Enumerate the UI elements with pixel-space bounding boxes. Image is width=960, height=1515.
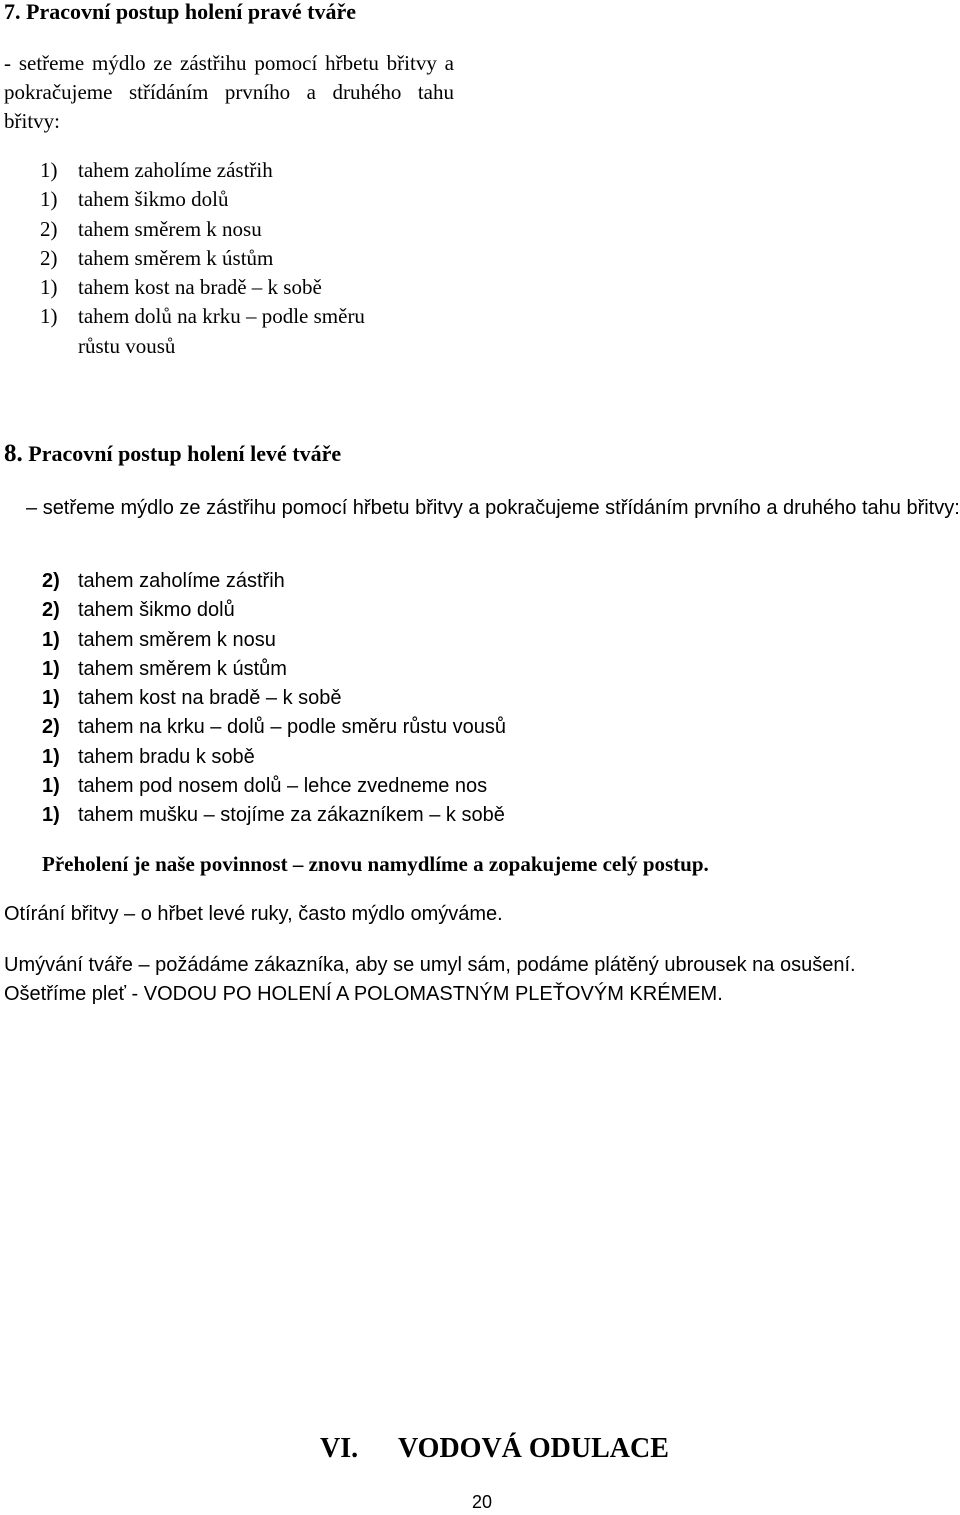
step-text: tahem zaholíme zástřih bbox=[78, 158, 273, 182]
chapter-number: VI. bbox=[320, 1433, 359, 1464]
list-item bbox=[42, 772, 506, 801]
section-7-intro: - setřeme mýdlo ze zástřihu pomocí hřbetu břitvy a pokračujeme střídáním prvního a druhého tahu břitvy: bbox=[4, 51, 454, 133]
step-number: 1) bbox=[40, 275, 58, 300]
intro-dash: – bbox=[26, 497, 38, 519]
section-7-title: 7. Pracovní postup holení pravé tváře bbox=[4, 0, 356, 24]
step-text: tahem zaholíme zástřih bbox=[78, 570, 285, 592]
step-text: tahem bradu k sobě bbox=[78, 745, 255, 768]
step-text: tahem pod nosem dolů – lehce zvedneme nos bbox=[78, 775, 488, 798]
section-8-number: 8. bbox=[4, 440, 23, 467]
step-number: 1) bbox=[40, 187, 58, 212]
paragraph-razor-wiping: Otírání břitvy – o hřbet levé ruky, často mýdlo omýváme. bbox=[4, 903, 503, 925]
list-item bbox=[42, 596, 506, 625]
list-item bbox=[42, 684, 506, 713]
chapter-title: VODOVÁ ODULACE bbox=[398, 1433, 669, 1464]
step-number: 2) bbox=[42, 716, 60, 739]
list-item bbox=[42, 567, 506, 596]
list-item bbox=[40, 156, 365, 185]
chapter-heading bbox=[320, 1435, 669, 1463]
paragraph-face-washing: Umývání tváře – požádáme zákazníka, aby se umyl sám, podáme plátěný ubrousek na osušení. bbox=[4, 954, 856, 976]
step-number: 1) bbox=[42, 657, 60, 680]
step-text: tahem směrem k ústům bbox=[78, 245, 274, 270]
section-8-step-list bbox=[42, 567, 506, 831]
step-text: tahem kost na bradě – k sobě bbox=[78, 687, 342, 710]
list-item bbox=[42, 655, 506, 684]
section-8-intro bbox=[4, 493, 960, 523]
list-item bbox=[40, 244, 365, 273]
step-text-continuation: růstu vousů bbox=[78, 333, 176, 358]
step-text: tahem šikmo dolů bbox=[78, 187, 229, 212]
step-number: 2) bbox=[42, 599, 60, 622]
section-7-step-list bbox=[40, 156, 365, 361]
section-8-title bbox=[4, 441, 341, 466]
step-text: tahem kost na bradě – k sobě bbox=[78, 275, 322, 300]
paragraph-skin-care: Ošetříme pleť - VODOU PO HOLENÍ A POLOMASTNÝM PLEŤOVÝM KRÉMEM. bbox=[4, 983, 723, 1005]
list-item bbox=[40, 185, 365, 214]
step-number: 1) bbox=[42, 687, 60, 710]
step-number: 1) bbox=[42, 628, 60, 651]
intro-text: setřeme mýdlo ze zástřihu pomocí hřbetu břitvy a pokračujeme střídáním prvního a druhého tahu břitvy: bbox=[42, 497, 960, 519]
step-number: 1) bbox=[40, 158, 58, 182]
step-text: tahem směrem k nosu bbox=[78, 628, 276, 651]
step-number: 1) bbox=[42, 745, 60, 768]
list-item bbox=[42, 801, 506, 830]
step-text: tahem dolů na krku – podle směru bbox=[78, 304, 365, 329]
step-text: tahem směrem k nosu bbox=[78, 216, 262, 241]
list-item bbox=[42, 743, 506, 772]
step-number: 1) bbox=[42, 804, 60, 827]
step-number: 2) bbox=[40, 245, 58, 270]
list-item bbox=[40, 273, 365, 302]
step-number: 1) bbox=[42, 775, 60, 798]
step-number: 1) bbox=[40, 304, 58, 329]
list-item bbox=[40, 215, 365, 244]
section-8-title-text: Pracovní postup holení levé tváře bbox=[28, 441, 342, 466]
page-number: 20 bbox=[472, 1492, 493, 1512]
list-item bbox=[42, 626, 506, 655]
rehaving-note: Přeholení je naše povinnost – znovu namydlíme a zopakujeme celý postup. bbox=[42, 852, 709, 876]
step-text: tahem mušku – stojíme za zákazníkem – k sobě bbox=[78, 804, 505, 827]
step-text: tahem na krku – dolů – podle směru růstu vousů bbox=[78, 716, 507, 739]
step-number: 2) bbox=[40, 216, 58, 241]
step-text: tahem směrem k ústům bbox=[78, 657, 287, 680]
list-item bbox=[42, 713, 506, 742]
list-item bbox=[40, 302, 365, 361]
step-number: 2) bbox=[42, 570, 60, 592]
step-text: tahem šikmo dolů bbox=[78, 599, 235, 622]
